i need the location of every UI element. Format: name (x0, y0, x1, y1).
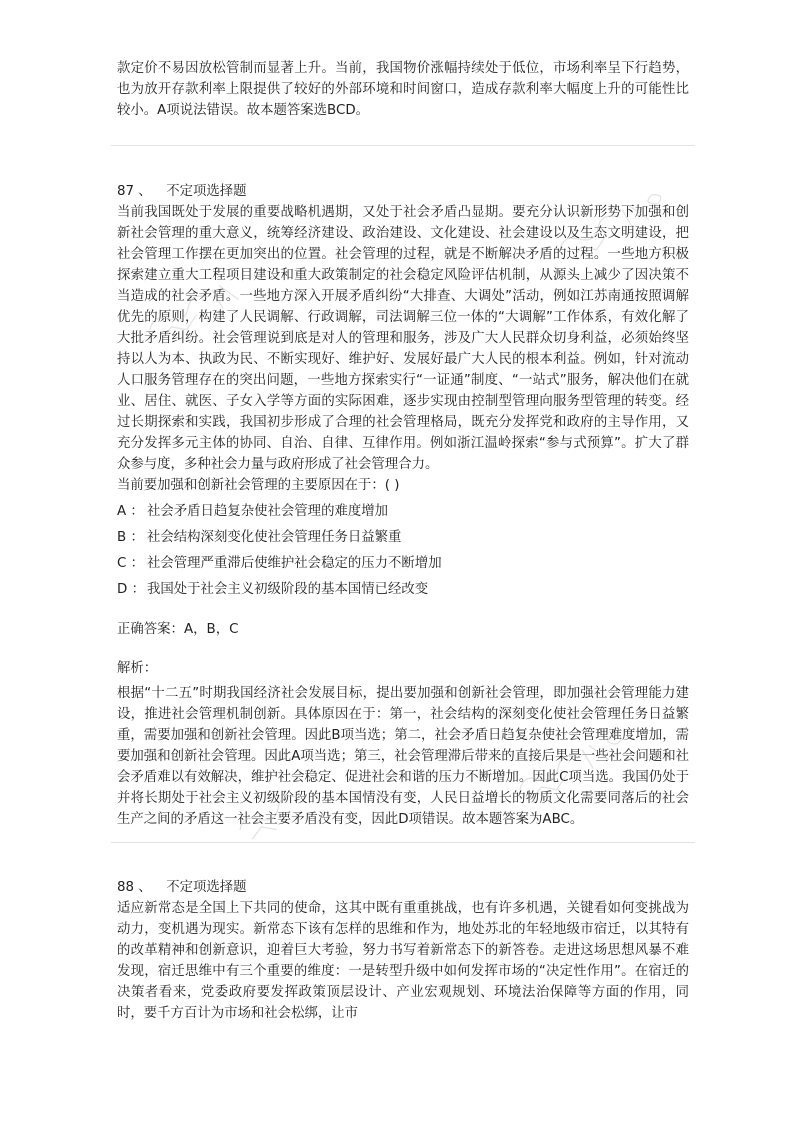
intro-paragraph: 款定价不易因放松管制而显著上升。当前，我国物价涨幅持续处于低位，市场利率呈下行趋势，也为放开存款利率上限提供了较好的外部环境和时间窗口，造成存款利率大幅度上升的可能性比较小。A项说法错误。故本题答案选BCD。 (117, 61, 689, 118)
option-d (117, 579, 689, 600)
question-88 (117, 877, 689, 1024)
question-87 (117, 181, 689, 830)
option-letter: C ： (117, 556, 144, 571)
option-text: 社会结构深刻变化使社会管理任务日益繁重 (147, 530, 402, 545)
question-number: 88 、 (117, 880, 152, 895)
option-a (117, 501, 689, 522)
question-number: 87 、 (117, 184, 152, 199)
answer-value: A，B，C (183, 622, 239, 637)
question-stem: 当前要加强和创新社会管理的主要原因在于：( ) (117, 478, 400, 493)
question-type: 不定项选择题 (166, 184, 247, 199)
answer-label: 正确答案： (117, 622, 184, 637)
question-passage: 适应新常态是全国上下共同的使命，这其中既有重重挑战，也有许多机遇，关键看如何变挑战为动力，变机遇为现实。新常态下该有怎样的思维和作为，地处苏北的年轻地级市宿迁，以其特有的改革精神和创新意识，迎着巨大考验，努力书写着新常态下的新答卷。走进这场思想风暴不难发现，宿迁思维中有三个重要的维度：一是转型升级中如何发挥市场的“决定性作用”。在宿迁的决策者看来，党委政府要发挥政策顶层设计、产业宏观规划、环境法治保障等方面的作用，同时，要千方百计为市场和社会松绑，让市 (117, 901, 689, 1021)
option-list (117, 501, 689, 600)
question-type: 不定项选择题 (166, 880, 247, 895)
option-letter: A ： (117, 504, 144, 519)
analysis-label: 解析： (117, 661, 158, 676)
option-text: 社会管理严重滞后使维护社会稳定的压力不断增加 (147, 556, 442, 571)
option-c (117, 553, 689, 574)
option-letter: B ： (117, 530, 144, 545)
option-letter: D ： (117, 582, 145, 597)
question-passage: 当前我国既处于发展的重要战略机遇期，又处于社会矛盾凸显期。要充分认识新形势下加强和创新社会管理的重大意义，统筹经济建设、政治建设、文化建设、社会建设以及生态文明建设，把社会管理工作摆在更加突出的位置。社会管理的过程，就是不断解决矛盾的过程。一些地方积极探索建立重大工程项目建设和重大政策制定的社会稳定风险评估机制，从源头上减少了因决策不当造成的社会矛盾。一些地方深入开展矛盾纠纷“大排查、大调处”活动，例如江苏南通按照调解优先的原则，构建了人民调解、行政调解，司法调解三位一体的“大调解”工作体系，有效化解了大批矛盾纠纷。社会管理说到底是对人的管理和服务，涉及广大人民群众切身利益，必须始终坚持以人为本、执政为民、不断实现好、维护好、发展好最广大人民的根本利益。例如，针对流动人口服务管理存在的突出问题，一些地方探索实行“一证通”制度、“一站式”服务，解决他们在就业、居住、就医、子女入学等方面的实际困难，逐步实现由控制型管理向服务型管理的转变。经过长期探索和实践，我国初步形成了合理的社会管理格局，既充分发挥党和政府的主导作用，又充分发挥多元主体的协同、自治、自律、互律作用。例如浙江温岭探索“参与式预算”。扩大了群众参与度，多种社会力量与政府形成了社会管理合力。 (117, 205, 689, 472)
correct-answer (117, 619, 689, 640)
analysis-text: 根据“十二五”时期我国经济社会发展目标，提出要加强和创新社会管理，即加强社会管理能力建设，推进社会管理机制创新。具体原因在于：第一，社会结构的深刻变化使社会管理任务日益繁重，需要加强和创新社会管理。因此B项当选；第二，社会矛盾日趋复杂使社会管理难度增加，需要加强和创新社会管理。因此A项当选；第三，社会管理滞后带来的直接后果是一些社会问题和社会矛盾难以有效解决，维护社会稳定、促进社会和谐的压力不断增加。因此C项当选。我国仍处于并将长期处于社会主义初级阶段的基本国情没有变，人民日益增长的物质文化需要同落后的社会生产之间的矛盾这一社会主要矛盾没有变，因此D项错误。故本题答案为ABC。 (117, 686, 689, 827)
option-text: 我国处于社会主义初级阶段的基本国情已经改变 (147, 582, 429, 597)
question-header (117, 181, 689, 202)
option-b (117, 527, 689, 548)
option-text: 社会矛盾日趋复杂使社会管理的难度增加 (147, 504, 389, 519)
question-header (117, 877, 689, 898)
document-page (117, 58, 689, 1024)
